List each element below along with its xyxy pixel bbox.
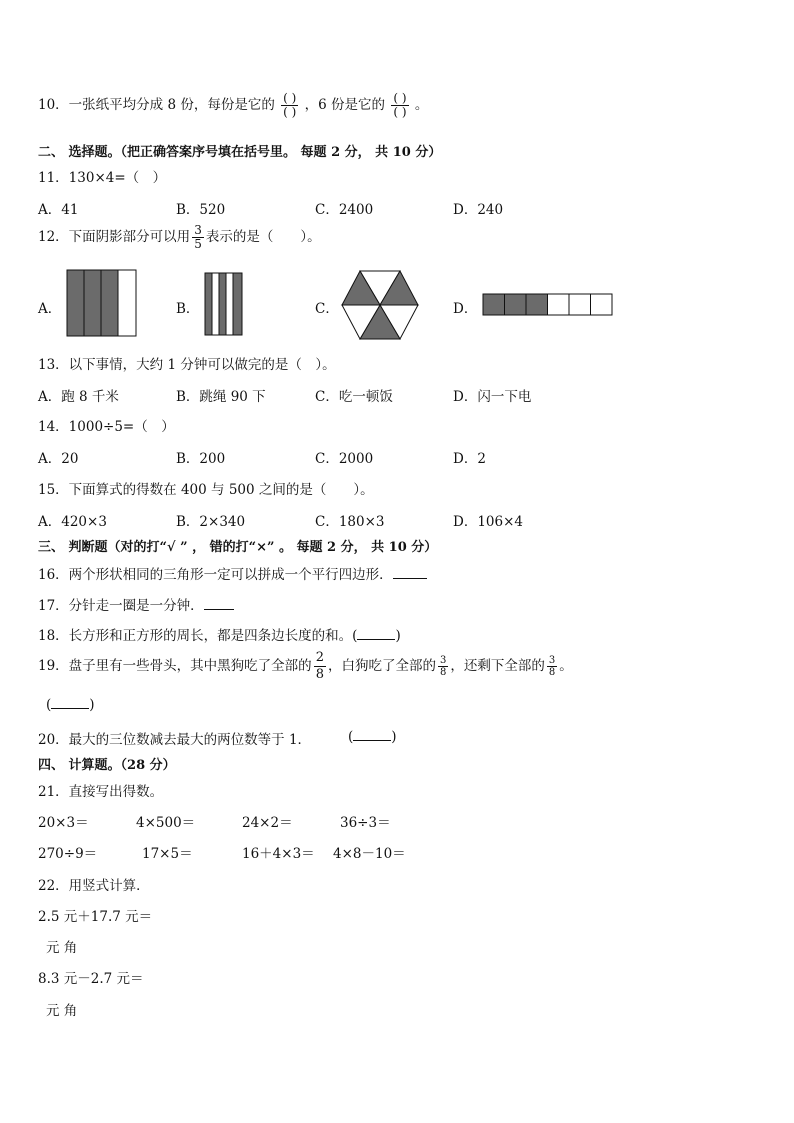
q12-option-d-label: D．	[453, 301, 478, 317]
q17-text: 17．分针走一圈是一分钟．	[38, 598, 204, 614]
question-20-answer	[348, 728, 397, 745]
q12-option-c-label: C．	[315, 301, 339, 317]
q12-text-a: 12．下面阴影部分可以用	[38, 229, 191, 245]
q12-figure-a	[66, 269, 138, 337]
frac-den: 5	[194, 237, 202, 251]
q11-option-c: C．2400	[315, 202, 374, 218]
q18-text: 18．长方形和正方形的周长，都是四条边长度的和。(	[38, 628, 358, 644]
question-22: 22．用竖式计算．	[38, 878, 150, 894]
q20-text: 20．最大的三位数减去最大的两位数等于 1．	[38, 732, 312, 748]
frac-num: 2	[315, 650, 324, 665]
paren-close: )	[89, 697, 95, 713]
answer-blank[interactable]	[51, 696, 89, 709]
question-19-answer	[46, 696, 95, 713]
question-10	[38, 92, 428, 119]
q19-text-d: 。	[559, 658, 573, 674]
frac-num: ( )	[283, 91, 297, 105]
q13-option-d: D．闪一下电	[453, 389, 532, 405]
q14-option-a: A．20	[38, 451, 79, 467]
question-13: 13．以下事情，大约 1 分钟可以做完的是（ ）。	[38, 357, 336, 373]
q15-option-b: B．2×340	[176, 514, 246, 530]
question-16	[38, 563, 427, 583]
q15-option-d: D．106×4	[453, 514, 523, 530]
q19-text-a: 19．盘子里有一些骨头，其中黑狗吃了全部的	[38, 658, 312, 674]
q13-option-c: C．吃一顿饭	[315, 389, 393, 405]
q12-option-b-label: B．	[176, 301, 200, 317]
frac-num: ( )	[393, 91, 407, 105]
paren-open: (	[46, 697, 52, 713]
calc-8: 4×8－10＝	[333, 846, 406, 862]
answer-blank[interactable]	[204, 597, 234, 610]
answer-blank[interactable]	[353, 728, 391, 741]
q10-text-a: 10．一张纸平均分成 8 份，每份是它的	[38, 97, 275, 113]
q19-text-b: ，白狗吃了全部的	[327, 658, 436, 674]
question-14: 14．1000÷5=（ ）	[38, 419, 175, 435]
fraction-3-8-a	[438, 655, 448, 678]
q15-option-a: A．420×3	[38, 514, 107, 530]
question-19	[38, 650, 573, 683]
q14-option-b: B．200	[176, 451, 226, 467]
calc-4: 36÷3＝	[340, 815, 391, 831]
question-18	[38, 624, 401, 644]
section-2-heading: 二、 选择题。（把正确答案序号填在括号里。 每题 2 分， 共 10 分）	[38, 145, 442, 160]
q13-option-a: A．跑 8 千米	[38, 389, 119, 405]
calc-5: 270÷9＝	[38, 846, 98, 862]
fraction-2-8	[314, 650, 326, 683]
question-17	[38, 594, 234, 614]
answer-blank[interactable]	[393, 566, 427, 579]
answer-blank[interactable]	[357, 627, 395, 640]
calc-7: 16＋4×3＝	[242, 846, 315, 862]
frac-num: 3	[548, 655, 556, 666]
q12-figure-d	[482, 293, 614, 317]
fraction-blank-2	[391, 92, 408, 119]
unit-label-2: 元 角	[46, 1003, 78, 1019]
q12-option-a-label: A．	[38, 301, 62, 317]
q12-figure-b	[204, 272, 244, 336]
unit-label-1: 元 角	[46, 940, 78, 956]
calc-6: 17×5＝	[142, 846, 193, 862]
expression-2: 8.3 元－2.7 元＝	[38, 971, 144, 987]
q11-option-a: A．41	[38, 202, 79, 218]
question-20	[38, 728, 311, 748]
frac-den: 8	[439, 667, 447, 678]
frac-num: 3	[194, 223, 202, 237]
frac-num: 3	[439, 655, 447, 666]
section-3-heading: 三、 判断题（对的打“√ ” ， 错的打“×” 。 每题 2 分， 共 10 分）	[38, 540, 438, 555]
paren-open: (	[348, 729, 354, 745]
expression-1: 2.5 元＋17.7 元＝	[38, 909, 153, 925]
q19-text-c: ，还剩下全部的	[450, 658, 545, 674]
paren-close: )	[391, 729, 397, 745]
q15-option-c: C．180×3	[315, 514, 385, 530]
frac-den: 8	[315, 667, 324, 682]
fraction-3-5	[192, 224, 204, 251]
question-15: 15．下面算式的得数在 400 与 500 之间的是（ ）。	[38, 482, 374, 498]
calc-2: 4×500＝	[136, 815, 196, 831]
q12-figure-c-hexagon	[340, 269, 420, 341]
paren-close: )	[395, 628, 401, 644]
question-12	[38, 224, 321, 251]
q10-text-b: ，6 份是它的	[304, 97, 386, 113]
q16-text: 16．两个形状相同的三角形一定可以拼成一个平行四边形．	[38, 567, 393, 583]
q11-option-d: D．240	[453, 202, 504, 218]
q10-text-c: 。	[414, 97, 429, 113]
frac-den: ( )	[283, 105, 297, 119]
fraction-blank-1	[281, 92, 298, 119]
q11-option-b: B．520	[176, 202, 226, 218]
calc-1: 20×3＝	[38, 815, 89, 831]
frac-den: 8	[548, 667, 556, 678]
q14-option-d: D．2	[453, 451, 486, 467]
question-21: 21．直接写出得数。	[38, 784, 164, 800]
q14-option-c: C．2000	[315, 451, 374, 467]
q13-option-b: B．跳绳 90 下	[176, 389, 266, 405]
q12-text-b: 表示的是（ ）。	[205, 229, 321, 245]
question-11: 11．130×4=（ ）	[38, 170, 167, 186]
fraction-3-8-b	[547, 655, 557, 678]
calc-3: 24×2＝	[242, 815, 293, 831]
frac-den: ( )	[393, 105, 407, 119]
section-4-heading: 四、 计算题。（28 分）	[38, 758, 176, 773]
